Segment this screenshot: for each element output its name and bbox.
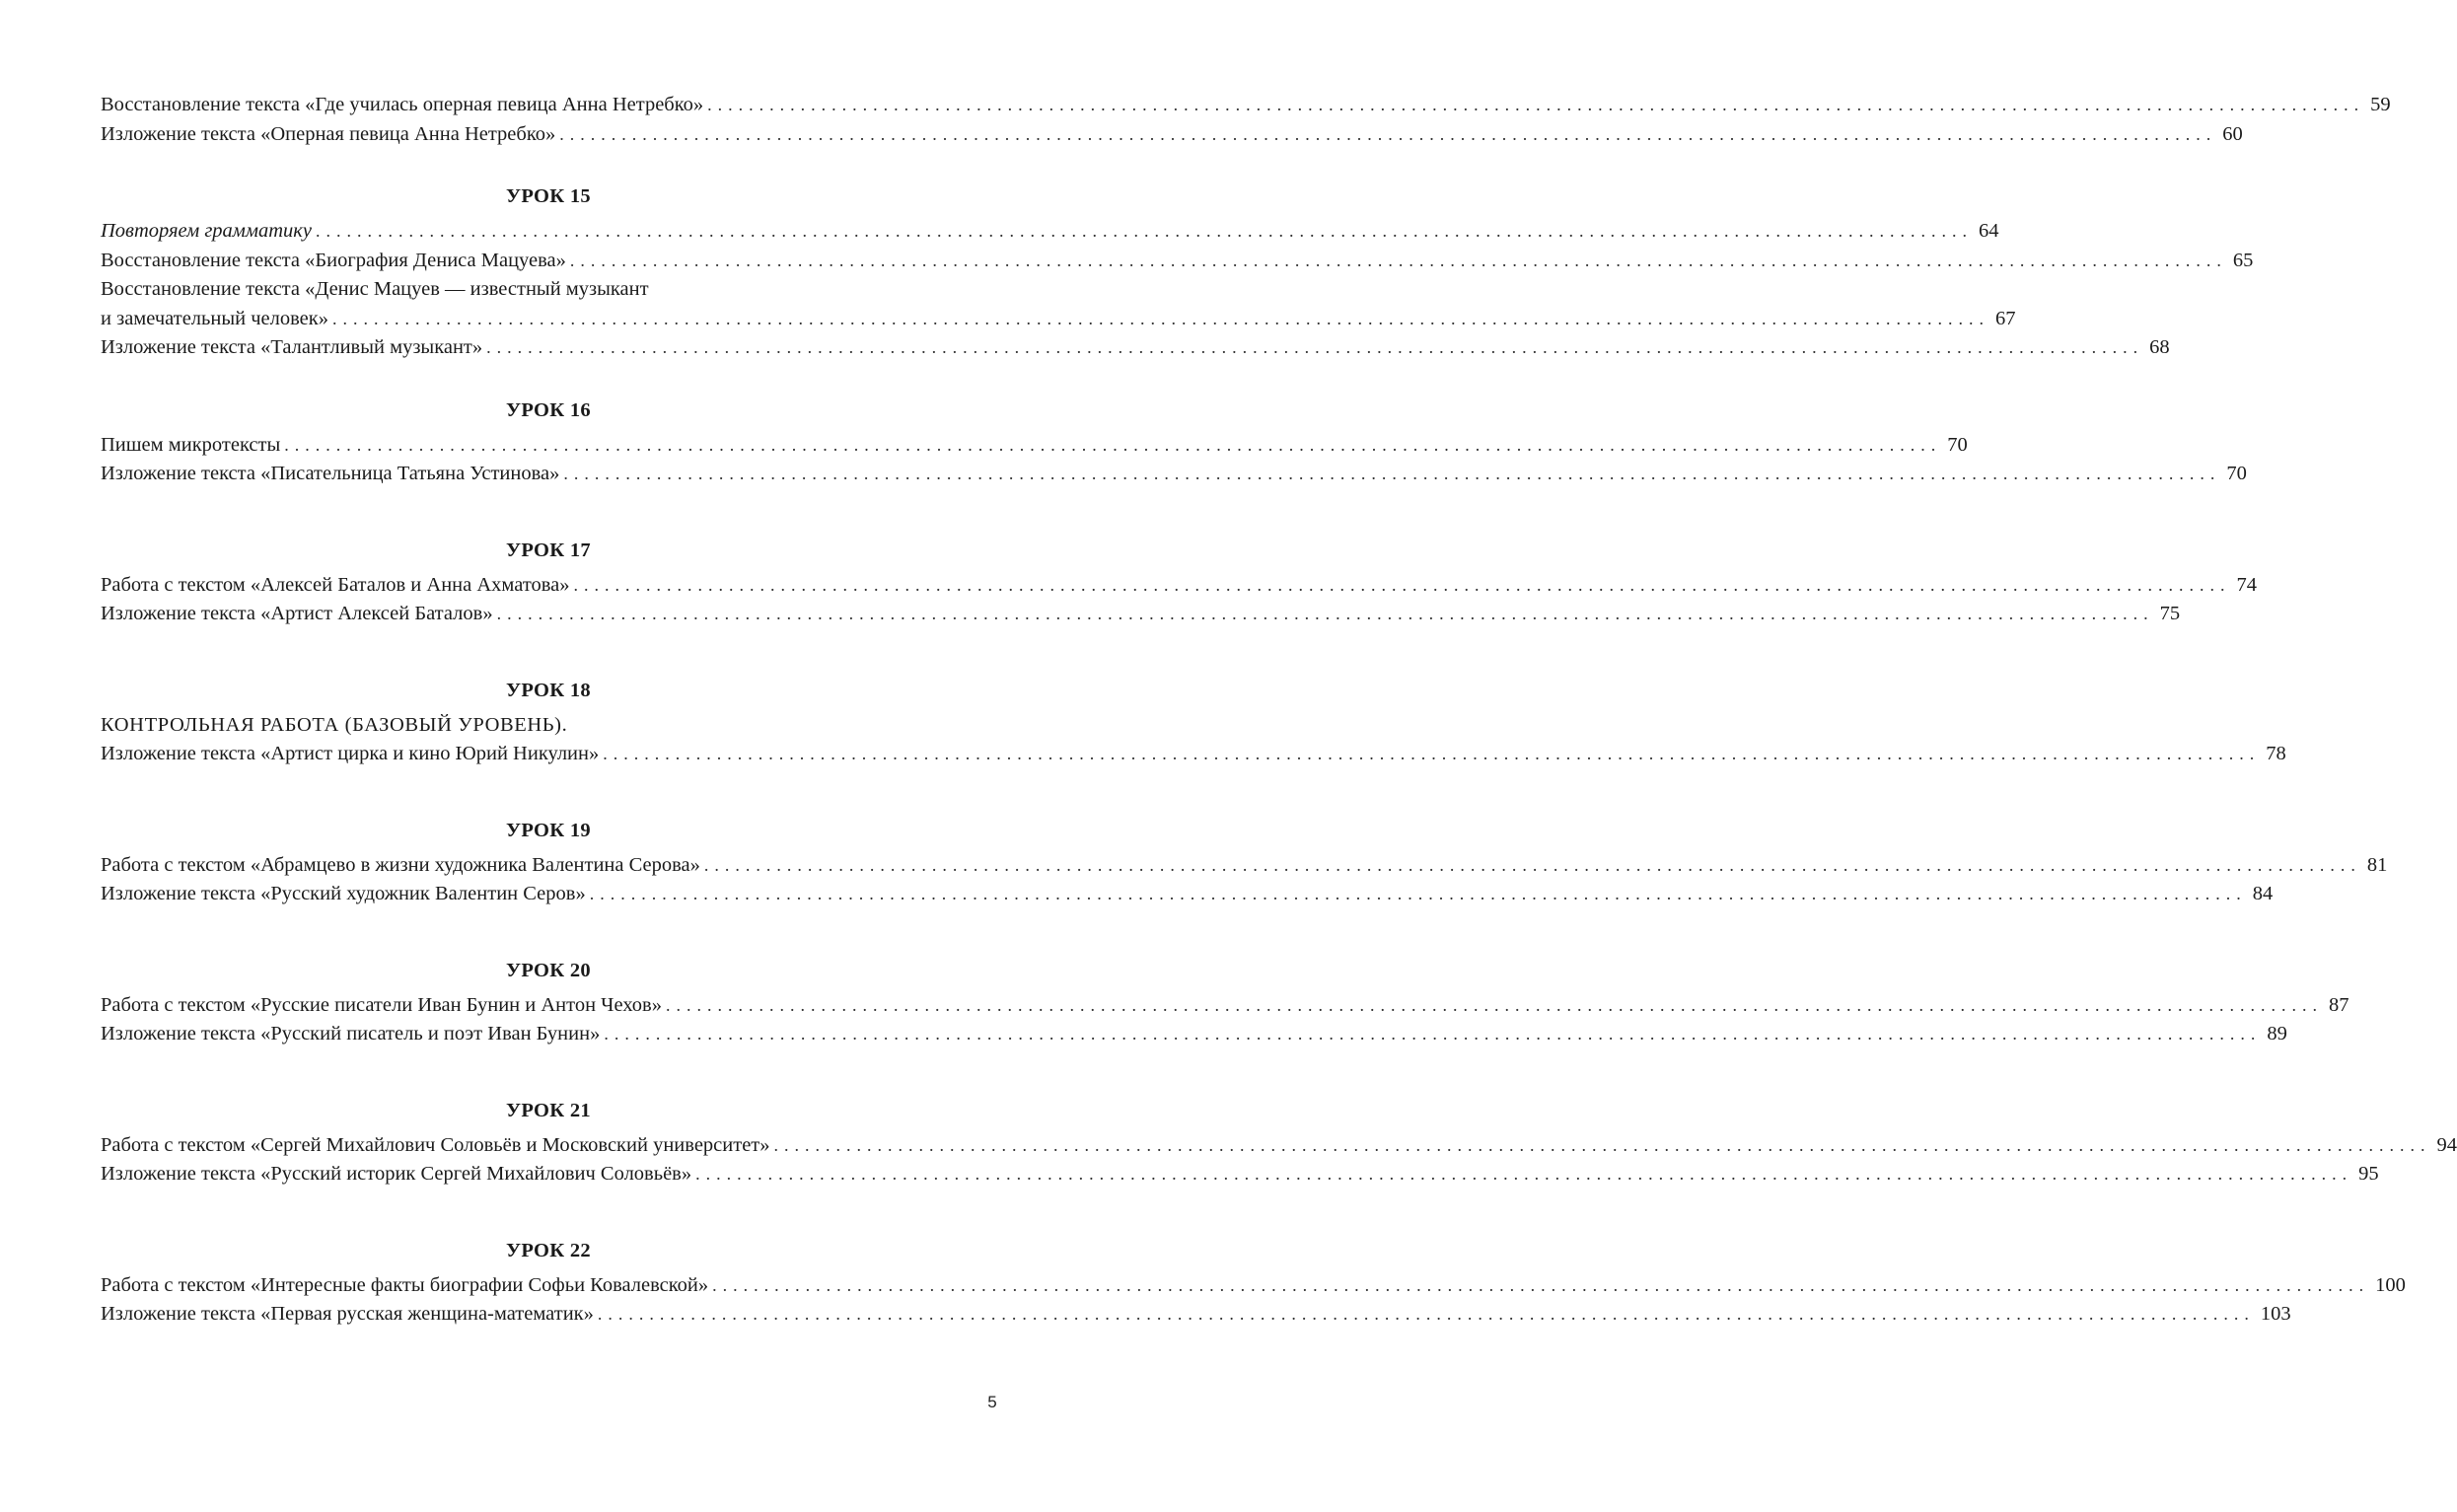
toc-entry[interactable] (101, 247, 2254, 276)
toc-entry-title: Изложение текста «Русский художник Валентин Серов» (101, 883, 586, 904)
dot-leader: ................................................................................................................................................................ (773, 1134, 2431, 1155)
toc-entry-title: Восстановление текста «Биография Дениса Мацуева» (101, 249, 566, 271)
toc-entry[interactable] (101, 1160, 2379, 1189)
toc-entry-title: Изложение текста «Талантливый музыкант» (101, 336, 483, 358)
toc-entry-title: Работа с текстом «Сергей Михайлович Соловьёв и Московский университет» (101, 1133, 770, 1156)
dot-leader: ................................................................................................................................................................ (331, 308, 1989, 328)
toc-entry-title: Работа с текстом «Русские писатели Иван Бунин и Антон Чехов» (101, 993, 662, 1016)
toc-entry[interactable] (101, 1131, 2457, 1161)
toc-entry-page: 74 (2236, 573, 2258, 596)
dot-leader: ................................................................................................................................................................ (284, 434, 1942, 455)
toc-entry[interactable] (101, 91, 2391, 120)
toc-entry-page: 67 (1994, 307, 2016, 329)
lesson-heading: УРОК 15 (506, 185, 591, 207)
toc-entry[interactable] (101, 991, 2349, 1021)
page-number: 5 (987, 1393, 997, 1411)
toc-entry[interactable] (101, 740, 2286, 769)
toc-entry-title: и замечательный человек» (101, 307, 328, 329)
toc-entry-title: Восстановление текста «Где училась оперная певица Анна Нетребко» (101, 94, 704, 115)
dot-leader: ................................................................................................................................................................ (486, 337, 2144, 357)
toc-entry-page: 84 (2252, 883, 2274, 904)
toc-entry[interactable] (101, 600, 2181, 629)
toc-entry-page: 60 (2222, 122, 2243, 145)
toc-entry-title: Изложение текста «Русский писатель и поэт Иван Бунин» (101, 1023, 601, 1044)
toc-entry-page: 103 (2260, 1303, 2291, 1325)
toc-entry[interactable] (101, 880, 2274, 909)
toc-entry[interactable] (101, 217, 1999, 247)
lesson-heading: УРОК 22 (506, 1239, 591, 1261)
toc-entry-title: Работа с текстом «Абрамцево в жизни художника Валентина Серова» (101, 853, 700, 876)
toc-entry-page: 75 (2159, 603, 2181, 624)
dot-leader: ................................................................................................................................................................ (315, 221, 1973, 241)
table-of-contents (101, 91, 2457, 1330)
lesson-heading: УРОК 21 (506, 1099, 591, 1121)
dot-leader: ................................................................................................................................................................ (589, 884, 2247, 903)
toc-entry[interactable] (101, 333, 2170, 363)
toc-entry-title: Повторяем грамматику (101, 220, 312, 242)
toc-entry-page: 81 (2366, 853, 2388, 876)
toc-entry-title: Изложение текста «Артист Алексей Баталов» (101, 603, 493, 624)
toc-entry-title: Изложение текста «Артист цирка и кино Юрий Никулин» (101, 743, 600, 764)
toc-entry-page: 68 (2149, 336, 2170, 358)
toc-entry-title: Изложение текста «Первая русская женщина-математик» (101, 1303, 594, 1325)
toc-entry[interactable] (101, 460, 2247, 489)
dot-leader: ................................................................................................................................................................ (603, 744, 2261, 763)
toc-entry-page: 65 (2232, 249, 2254, 271)
toc-entry-page: 70 (1947, 433, 1968, 456)
dot-leader: ................................................................................................................................................................ (569, 250, 2227, 270)
control-work-heading: КОНТРОЛЬНАЯ РАБОТА (БАЗОВЫЙ УРОВЕНЬ). (101, 713, 568, 736)
dot-leader: ................................................................................................................................................................ (559, 123, 2217, 144)
toc-entry[interactable] (101, 1020, 2287, 1049)
toc-entry-title: Изложение текста «Писательница Татьяна Устинова» (101, 463, 560, 484)
toc-entry[interactable] (101, 851, 2388, 881)
toc-entry-page: 87 (2328, 993, 2349, 1016)
toc-entry[interactable] (101, 571, 2258, 601)
dot-leader: ................................................................................................................................................................ (703, 854, 2361, 875)
dot-leader: ................................................................................................................................................................ (604, 1024, 2262, 1044)
dot-leader: ................................................................................................................................................................ (707, 95, 2365, 114)
toc-entry[interactable] (101, 1271, 2406, 1301)
toc-entry-page: 70 (2226, 463, 2247, 484)
toc-entry-page: 95 (2358, 1163, 2379, 1185)
toc-entry-page: 59 (2370, 94, 2391, 115)
toc-entry[interactable] (101, 431, 1968, 461)
toc-entry[interactable] (101, 1300, 2291, 1330)
toc-entry-page: 64 (1978, 220, 1999, 242)
dot-leader: ................................................................................................................................................................ (712, 1274, 2370, 1295)
lesson-heading: УРОК 19 (506, 819, 591, 841)
toc-entry-title: Пишем микротексты (101, 433, 281, 456)
toc-entry-title: Изложение текста «Русский историк Сергей Михайлович Соловьёв» (101, 1163, 692, 1185)
lesson-heading: УРОК 20 (506, 959, 591, 981)
toc-entry-page: 94 (2436, 1133, 2457, 1156)
lesson-heading: УРОК 16 (506, 398, 591, 421)
toc-entry-title: Работа с текстом «Интересные факты биографии Софьи Ковалевской» (101, 1273, 709, 1296)
toc-entry[interactable] (101, 305, 2016, 334)
toc-entry-title-line[interactable]: Восстановление текста «Денис Мацуев — известный музыкант (101, 278, 649, 300)
lesson-heading: УРОК 18 (506, 679, 591, 701)
dot-leader: ................................................................................................................................................................ (597, 1304, 2255, 1324)
dot-leader: ................................................................................................................................................................ (695, 1164, 2353, 1184)
dot-leader: ................................................................................................................................................................ (573, 574, 2231, 595)
lesson-heading: УРОК 17 (506, 539, 591, 561)
toc-entry-title: Работа с текстом «Алексей Баталов и Анна Ахматова» (101, 573, 570, 596)
dot-leader: ................................................................................................................................................................ (496, 604, 2154, 623)
toc-entry-page: 89 (2267, 1023, 2287, 1044)
toc-entry-page: 100 (2375, 1273, 2406, 1296)
toc-entry-page: 78 (2266, 743, 2286, 764)
dot-leader: ................................................................................................................................................................ (563, 464, 2221, 483)
toc-entry[interactable] (101, 120, 2243, 150)
dot-leader: ................................................................................................................................................................ (665, 994, 2323, 1015)
toc-entry-title: Изложение текста «Оперная певица Анна Нетребко» (101, 122, 556, 145)
